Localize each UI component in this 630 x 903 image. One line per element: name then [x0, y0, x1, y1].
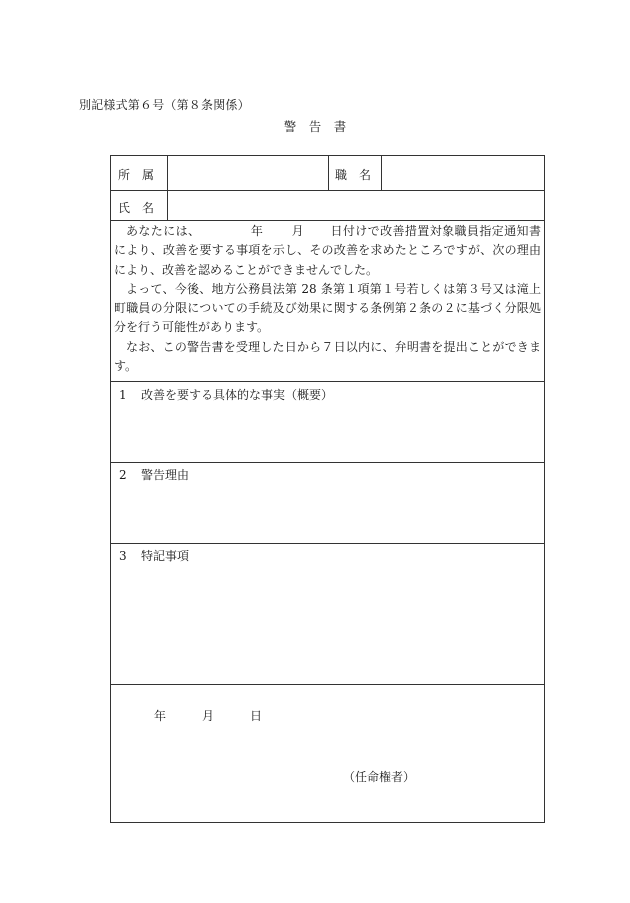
section-heading-reason	[119, 466, 189, 483]
notice-paragraph-2: よって、今後、地方公務員法第 28 条第１項第１号若しくは第３号又は滝上町職員の分限についての手続及び効果に関する条例第２条の２に基づく分限処分を行う可能性があります。	[114, 281, 541, 335]
position-field[interactable]	[382, 157, 544, 189]
row-divider	[111, 543, 544, 544]
signature-date	[154, 707, 262, 724]
section-number: 1	[119, 388, 127, 402]
warning-form-table	[110, 155, 545, 823]
notice-month: 月	[291, 224, 305, 238]
row-divider	[111, 220, 544, 221]
document-title: 警 告 書	[283, 119, 347, 134]
section-title: 特記事項	[141, 549, 190, 563]
appointing-authority-label: （任命権者）	[343, 770, 416, 784]
section-heading-facts	[119, 386, 333, 403]
row-divider	[111, 684, 544, 685]
row-divider	[111, 381, 544, 382]
row-divider	[111, 462, 544, 463]
column-divider	[328, 156, 329, 190]
form-number-label: 別記様式第６号（第８条関係）	[79, 98, 250, 112]
signature-year: 年	[154, 709, 167, 723]
section-heading-notes	[119, 547, 189, 564]
signature-month: 月	[202, 709, 215, 723]
section-title: 警告理由	[141, 468, 190, 482]
affiliation-label: 所 属	[118, 168, 155, 182]
notice-intro: あなたには、	[126, 224, 201, 238]
signature-day: 日	[250, 709, 263, 723]
position-label: 職 名	[335, 168, 372, 182]
notice-paragraph-3: なお、この警告書を受理した日から７日以内に、弁明書を提出ことができます。	[114, 339, 541, 374]
section-number: 2	[119, 468, 127, 482]
affiliation-field[interactable]	[168, 157, 327, 189]
notice-paragraph-1	[114, 222, 541, 280]
name-field[interactable]	[168, 191, 544, 219]
notice-text: 日付けで改善措置対象職員指定通知書により、改善を要する事項を示し、その改善を求めたところですが、次の理由により、改善を認めることができませんでした。	[114, 224, 541, 277]
section-title: 改善を要する具体的な事実（概要）	[141, 388, 334, 402]
name-label: 氏 名	[118, 201, 155, 215]
notice-year: 年	[250, 224, 264, 238]
section-number: 3	[119, 549, 127, 563]
notice-body	[114, 222, 541, 376]
